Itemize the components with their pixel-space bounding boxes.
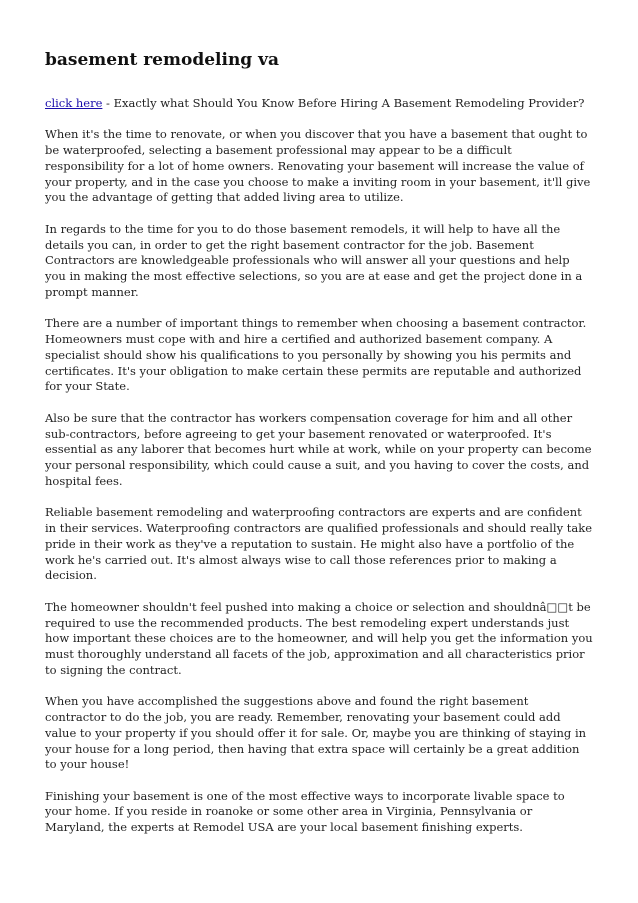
body-paragraph-8: Finishing your basement is one of the most effective ways to incorporate livable space to your home. If you reside in roanoke or some other area in Virginia, Pennsylvania or Maryland, the experts at Remodel USA are your local basement finishing experts.: [45, 788, 565, 835]
body-paragraph-5: Reliable basement remodeling and waterproofing contractors are experts and are confident in their services. Waterproofing contractors are qualified professionals and should really take pride in their work as they've a reputation to sustain. He might also have a portfolio of the work he's carried out. It's almost always wise to call those references prior to making a decision.: [45, 505, 592, 583]
body-paragraph-2: In regards to the time for you to do those basement remodels, it will help to have all the details you can, in order to get the right basement contractor for the job. Basement Contractors are knowledgeable professionals who will answer all your questions and help you in making the most effective selections, so you are at ease and get the project done in a prompt manner.: [45, 221, 583, 299]
body-paragraph-7: When you have accomplished the suggestions above and found the right basement contractor to do the job, you are ready. Remember, renovating your basement could add value to your property if you should offer it for sale. Or, maybe you are thinking of staying in your house for a long period, then having that extra space will certainly be a great addition to your house!: [45, 694, 587, 772]
document-page: [45, 48, 593, 852]
body-paragraph-6: The homeowner shouldn't feel pushed into making a choice or selection and shouldnâ□□t be required to use the recommended products. The best remodeling expert understands just how important these choices are to the homeowner, and will help you get the information you must thoroughly understand all facets of the job, approximation and all characteristics prior to signing the contract.: [45, 599, 593, 677]
intro-text: - Exactly what Should You Know Before Hiring A Basement Remodeling Provider?: [102, 96, 585, 110]
intro-paragraph: [45, 96, 593, 112]
body-paragraph-4: Also be sure that the contractor has workers compensation coverage for him and all other sub-contractors, before agreeing to get your basement renovated or waterproofed. It's essential as any laborer that becomes hurt while at work, while on your property can become your personal responsibility, which could cause a suit, and you having to cover the costs, and hospital fees.: [45, 410, 592, 488]
click-here-link[interactable]: click here: [45, 96, 103, 110]
body-paragraph-1: When it's the time to renovate, or when you discover that you have a basement that ought to be waterproofed, selecting a basement professional may appear to be a difficult responsibility for a lot of home owners. Renovating your basement will increase the value of your property, and in the case you choose to make a inviting room in your basement, it'll give you the advantage of getting that added living area to utilize.: [45, 127, 591, 205]
body-paragraph-3: There are a number of important things to remember when choosing a basement contractor. Homeowners must cope with and hire a certified and authorized basement company. A specialist should show his qualifications to you personally by showing you his permits and certificates. It's your obligation to make certain these permits are reputable and authorized for your State.: [45, 316, 587, 394]
page-title: basement remodeling va: [45, 50, 279, 70]
